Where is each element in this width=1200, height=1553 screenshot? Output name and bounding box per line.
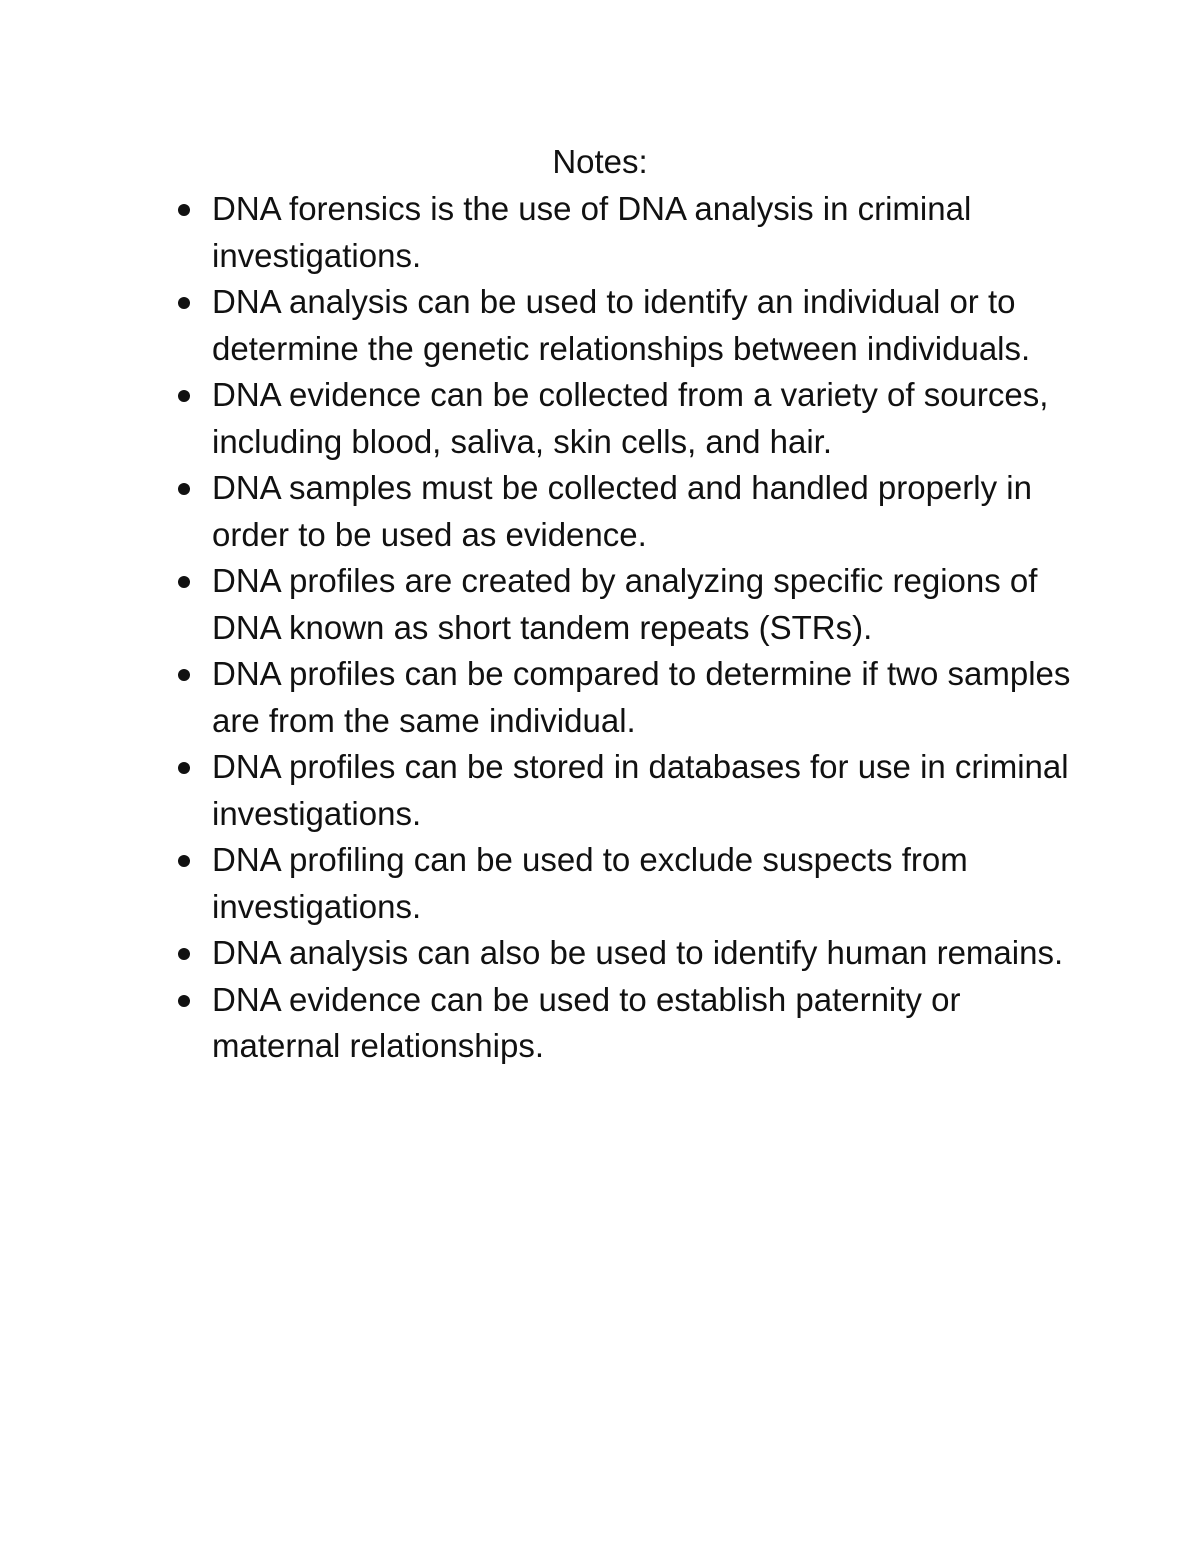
list-item: [212, 279, 1082, 372]
bullet-icon: [178, 669, 190, 681]
notes-list: [212, 186, 1082, 1070]
bullet-icon: [178, 762, 190, 774]
notes-title: Notes:: [552, 143, 648, 180]
list-item: [212, 651, 1082, 744]
list-item-text: DNA profiling can be used to exclude suspects from investigations.: [212, 841, 968, 925]
bullet-icon: [178, 995, 190, 1007]
list-item: [212, 977, 1082, 1070]
bullet-icon: [178, 576, 190, 588]
list-item-text: DNA evidence can be used to establish paternity or maternal relationships.: [212, 980, 961, 1064]
bullet-icon: [178, 297, 190, 309]
bullet-icon: [178, 390, 190, 402]
list-item: [212, 372, 1082, 465]
list-item-text: DNA evidence can be collected from a variety of sources, including blood, saliva, skin cells, and hair.: [212, 376, 1049, 460]
bullet-icon: [178, 855, 190, 867]
list-item: [212, 744, 1082, 837]
list-item: [212, 837, 1082, 930]
list-item: [212, 186, 1082, 279]
list-item: [212, 465, 1082, 558]
bullet-icon: [178, 204, 190, 216]
bullet-icon: [178, 948, 190, 960]
list-item-text: DNA forensics is the use of DNA analysis in criminal investigations.: [212, 190, 972, 274]
list-item: [212, 558, 1082, 651]
list-item-text: DNA analysis can be used to identify an individual or to determine the genetic relationships between individuals.: [212, 283, 1031, 367]
list-item-text: DNA profiles can be stored in databases for use in criminal investigations.: [212, 748, 1069, 832]
list-item-text: DNA profiles are created by analyzing specific regions of DNA known as short tandem repeats (STRs).: [212, 562, 1038, 646]
list-item-text: DNA analysis can also be used to identify human remains.: [212, 934, 1064, 971]
list-item-text: DNA samples must be collected and handled properly in order to be used as evidence.: [212, 469, 1032, 553]
list-item: [212, 930, 1082, 977]
list-item-text: DNA profiles can be compared to determine if two samples are from the same individual.: [212, 655, 1071, 739]
bullet-icon: [178, 483, 190, 495]
